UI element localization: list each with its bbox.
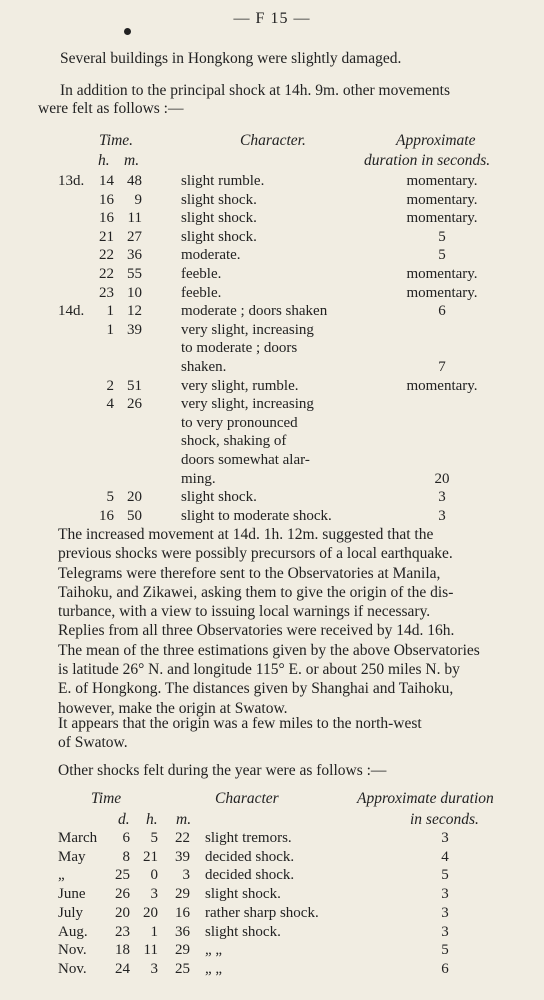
t1-hour: 1 bbox=[106, 303, 114, 320]
paragraph-line: The mean of the three estimations given by the above Observatories bbox=[58, 641, 480, 659]
intro-line-1: Several buildings in Hongkong were slightly damaged. bbox=[60, 50, 402, 67]
paragraph-line: Telegrams were therefore sent to the Observatories at Manila, bbox=[58, 564, 441, 582]
t1-minute: 39 bbox=[127, 321, 142, 338]
t1-duration: momentary. bbox=[406, 173, 478, 189]
table-row bbox=[0, 377, 544, 396]
t1-duration: 7 bbox=[438, 358, 446, 375]
t2-header-d: d. bbox=[118, 811, 130, 828]
t2-character: decided shock. bbox=[205, 867, 295, 884]
t1-character: to very pronounced bbox=[181, 414, 298, 431]
t2-month: Nov. bbox=[58, 960, 87, 977]
t1-character: very slight, rumble. bbox=[181, 377, 299, 394]
t2-hour: 20 bbox=[143, 904, 158, 921]
t2-duration: 3 bbox=[441, 830, 449, 846]
table-row bbox=[0, 209, 544, 228]
t2-month: „ bbox=[58, 867, 65, 884]
t2-minute: 29 bbox=[175, 942, 190, 959]
paragraph-line: turbance, with a view to issuing local warnings if necessary. bbox=[58, 603, 431, 621]
t2-duration: 3 bbox=[441, 886, 449, 903]
t1-duration: momentary. bbox=[406, 266, 478, 282]
t1-duration: momentary. bbox=[406, 284, 478, 301]
t1-duration: 6 bbox=[438, 303, 446, 320]
t2-header-h: h. bbox=[146, 811, 158, 828]
t2-day: 24 bbox=[115, 960, 130, 977]
table-row bbox=[0, 302, 544, 321]
t2-header-m: m. bbox=[176, 811, 192, 828]
t1-minute: 48 bbox=[127, 173, 142, 189]
t1-minute: 12 bbox=[127, 303, 142, 320]
t1-character: slight shock. bbox=[181, 191, 257, 208]
t2-hour: 3 bbox=[150, 960, 158, 977]
t2-hour: 21 bbox=[143, 848, 158, 865]
t1-character: doors somewhat alar- bbox=[181, 451, 310, 468]
t1-character: moderate ; doors shaken bbox=[181, 303, 328, 320]
page-header: — F 15 — bbox=[233, 10, 311, 27]
t1-minute: 26 bbox=[127, 396, 142, 413]
t1-character: to moderate ; doors bbox=[181, 340, 298, 357]
t2-duration: 6 bbox=[441, 960, 449, 977]
t2-hour: 5 bbox=[150, 830, 158, 846]
t1-hour: 16 bbox=[99, 507, 114, 524]
t1-hour: 22 bbox=[99, 266, 114, 282]
paragraph-line: Replies from all three Observatories were received by 14d. 16h. bbox=[58, 622, 455, 640]
table-row bbox=[0, 885, 544, 904]
t2-month: March bbox=[58, 830, 98, 846]
t2-minute: 25 bbox=[175, 960, 190, 977]
t1-character: shock, shaking of bbox=[181, 433, 287, 450]
t1-character: slight shock. bbox=[181, 489, 257, 506]
t1-character: very slight, increasing bbox=[181, 321, 314, 338]
paragraph-line: of Swatow. bbox=[58, 734, 128, 752]
t2-character: decided shock. bbox=[205, 848, 295, 865]
t1-header-character: Character. bbox=[240, 132, 306, 149]
t1-minute: 50 bbox=[127, 507, 142, 524]
t1-character: ming. bbox=[181, 470, 216, 487]
t1-character: slight shock. bbox=[181, 228, 257, 245]
t2-character: „ „ bbox=[205, 960, 223, 977]
t1-header-h: h. bbox=[98, 152, 110, 169]
t1-minute: 55 bbox=[127, 266, 142, 282]
t1-minute: 36 bbox=[127, 247, 142, 264]
t1-character: slight shock. bbox=[181, 210, 257, 227]
t1-hour: 22 bbox=[99, 247, 114, 264]
t1-hour: 4 bbox=[106, 396, 114, 413]
table-row bbox=[0, 191, 544, 210]
t2-minute: 22 bbox=[175, 830, 190, 846]
t1-minute: 10 bbox=[127, 284, 142, 301]
table-row bbox=[0, 960, 544, 979]
t2-duration: 5 bbox=[441, 867, 449, 884]
t1-character: slight to moderate shock. bbox=[181, 507, 332, 524]
table-row bbox=[0, 284, 544, 303]
t2-character: slight shock. bbox=[205, 923, 281, 940]
table-row bbox=[0, 848, 544, 867]
t1-header-duration-1: Approximate bbox=[396, 132, 476, 149]
t2-hour: 11 bbox=[143, 942, 158, 959]
paragraph-line: however, make the origin at Swatow. bbox=[58, 699, 288, 717]
t2-character: slight tremors. bbox=[205, 830, 292, 846]
t1-duration: 5 bbox=[438, 228, 446, 245]
t1-duration: momentary. bbox=[406, 191, 478, 208]
paragraph-line: It appears that the origin was a few miles to the north-west bbox=[58, 715, 422, 732]
t1-minute: 9 bbox=[134, 191, 142, 208]
table-row bbox=[0, 488, 544, 507]
intro-line-3: were felt as follows :— bbox=[38, 100, 184, 117]
t1-duration: 5 bbox=[438, 247, 446, 264]
t2-month: Nov. bbox=[58, 942, 87, 959]
t2-day: 23 bbox=[115, 923, 130, 940]
t1-hour: 5 bbox=[106, 489, 114, 506]
paragraph-2 bbox=[58, 714, 520, 753]
t2-hour: 0 bbox=[150, 867, 158, 884]
t2-day: 25 bbox=[115, 867, 130, 884]
t1-duration: 3 bbox=[438, 489, 446, 506]
t2-duration: 3 bbox=[441, 923, 449, 940]
t1-character: shaken. bbox=[181, 358, 227, 375]
paragraph-line: Taihoku, and Zikawei, asking them to give the origin of the dis- bbox=[58, 583, 454, 601]
t1-header-duration-2: duration in seconds. bbox=[364, 152, 491, 169]
t2-day: 8 bbox=[122, 848, 130, 865]
t2-day: 26 bbox=[115, 886, 130, 903]
t2-header-duration-1: Approximate duration bbox=[357, 790, 494, 807]
t1-header-time: Time. bbox=[99, 132, 134, 149]
paragraph-line: previous shocks were possibly precursors of a local earthquake. bbox=[58, 545, 453, 563]
t2-hour: 1 bbox=[150, 923, 158, 940]
t1-minute: 51 bbox=[127, 377, 142, 394]
t2-day: 6 bbox=[122, 830, 130, 846]
t1-minute: 20 bbox=[127, 489, 142, 506]
table-row bbox=[0, 904, 544, 923]
t2-header-character: Character bbox=[215, 790, 279, 807]
t2-minute: 39 bbox=[175, 848, 190, 865]
table-row bbox=[0, 866, 544, 885]
t1-duration: 20 bbox=[434, 470, 450, 487]
t2-character: „ „ bbox=[205, 942, 223, 959]
table-row bbox=[0, 172, 544, 191]
t1-hour: 2 bbox=[106, 377, 114, 394]
table-row bbox=[0, 246, 544, 265]
t2-character: rather sharp shock. bbox=[205, 904, 319, 921]
t2-minute: 29 bbox=[175, 886, 190, 903]
t1-hour: 21 bbox=[99, 228, 114, 245]
t2-duration: 4 bbox=[441, 848, 449, 865]
table-row bbox=[0, 228, 544, 247]
t1-character: feeble. bbox=[181, 284, 222, 301]
paragraph-line: E. of Hongkong. The distances given by Shanghai and Taihoku, bbox=[58, 680, 454, 698]
t1-hour: 1 bbox=[106, 321, 114, 338]
table-row bbox=[0, 923, 544, 942]
t2-minute: 16 bbox=[175, 904, 190, 921]
paragraph-3: Other shocks felt during the year were as follows :— bbox=[58, 762, 387, 779]
t1-hour: 23 bbox=[99, 284, 114, 301]
t2-day: 18 bbox=[115, 942, 130, 959]
t1-header-m: m. bbox=[124, 152, 140, 169]
t2-minute: 36 bbox=[175, 923, 190, 940]
paragraph-line: is latitude 26° N. and longitude 115° E. or about 250 miles N. by bbox=[58, 661, 460, 679]
t2-minute: 3 bbox=[182, 867, 190, 884]
t1-character: moderate. bbox=[181, 247, 241, 264]
t1-hour: 14 bbox=[99, 173, 114, 189]
t1-character: slight rumble. bbox=[181, 173, 265, 189]
t1-day: 13d. bbox=[58, 173, 85, 189]
t1-day: 14d. bbox=[58, 303, 85, 320]
table-row bbox=[0, 321, 544, 377]
t1-duration: 3 bbox=[438, 507, 446, 524]
t1-character: feeble. bbox=[181, 266, 222, 282]
table-row bbox=[0, 265, 544, 284]
t2-month: May bbox=[58, 848, 86, 865]
t2-hour: 3 bbox=[150, 886, 158, 903]
t2-character: slight shock. bbox=[205, 886, 281, 903]
table-row bbox=[0, 829, 544, 848]
intro-line-2: In addition to the principal shock at 14h. 9m. other movements bbox=[60, 82, 451, 99]
t1-minute: 27 bbox=[127, 228, 142, 245]
t1-minute: 11 bbox=[127, 210, 142, 227]
t1-character: very slight, increasing bbox=[181, 396, 314, 413]
t1-duration: momentary. bbox=[406, 210, 478, 227]
t2-duration: 5 bbox=[441, 942, 449, 959]
t1-hour: 16 bbox=[99, 191, 114, 208]
paragraph-line: The increased movement at 14d. 1h. 12m. suggested that the bbox=[58, 526, 434, 543]
t2-duration: 3 bbox=[441, 904, 449, 921]
paragraph-1 bbox=[58, 525, 520, 718]
t2-month: Aug. bbox=[58, 923, 88, 940]
table-row bbox=[0, 507, 544, 526]
t2-month: July bbox=[58, 904, 84, 921]
t1-hour: 16 bbox=[99, 210, 114, 227]
table-row bbox=[0, 941, 544, 960]
table-row bbox=[0, 395, 544, 488]
t1-duration: momentary. bbox=[406, 377, 478, 394]
t2-header-duration-2: in seconds. bbox=[410, 811, 479, 828]
t2-month: June bbox=[58, 886, 86, 903]
t2-header-time: Time bbox=[91, 790, 122, 807]
t2-day: 20 bbox=[115, 904, 130, 921]
ink-dot bbox=[124, 28, 131, 35]
